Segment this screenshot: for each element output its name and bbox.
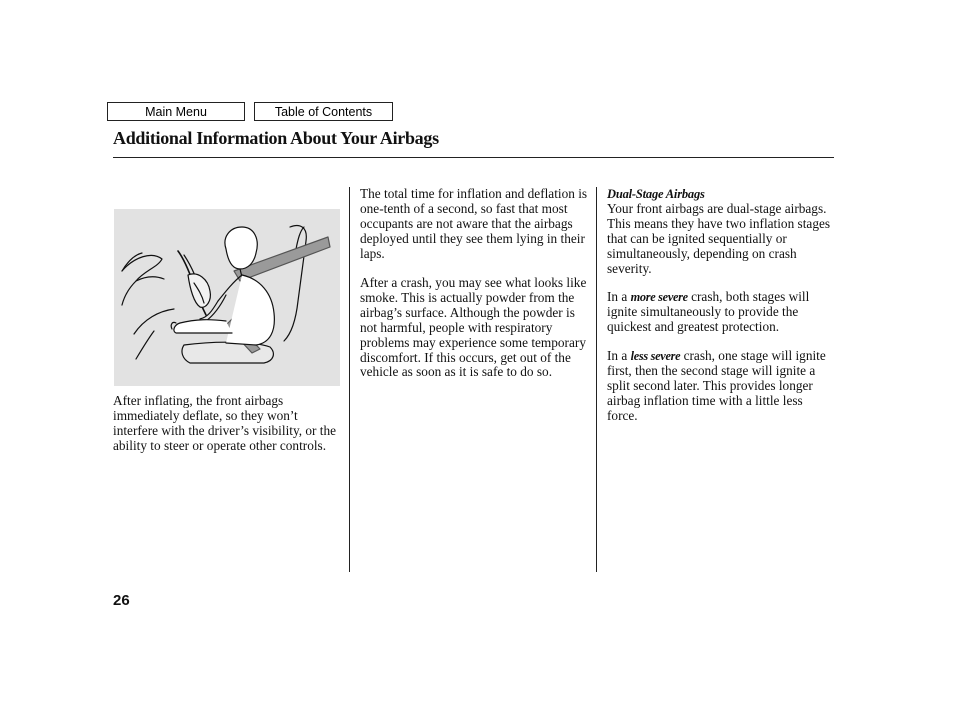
column-divider-left: [349, 187, 350, 572]
airbag-deflated-illustration: [114, 209, 340, 386]
deflation-paragraph: After inflating, the front airbags immediately deflate, so they won’t interfere with the driver’s visibility, or the ability to steer or operate other controls.: [113, 393, 337, 453]
powder-paragraph: After a crash, you may see what looks like smoke. This is actually powder from the airbag’s surface. Although the powder is not harmful, people with respiratory problems may experience some temporary discomfort. If this occurs, get out of the vehicle as soon as it is safe to do so.: [360, 275, 587, 380]
less-severe-paragraph: In a less severe crash, one stage will ignite first, then the second stage will ignite a split second later. This provides longer airbag inflation time with a little less force.: [607, 348, 826, 423]
table-of-contents-button[interactable]: Table of Contents: [254, 102, 393, 121]
dual-stage-heading: Dual-Stage Airbags: [607, 187, 705, 201]
dual-stage-paragraph: Your front airbags are dual-stage airbags. This means they have two inflation stages that can be ignited sequentially or simultaneously, depending on crash severity.: [607, 201, 831, 276]
page-title: Additional Information About Your Airbags: [113, 128, 439, 148]
column-divider-right: [596, 187, 597, 572]
main-menu-button[interactable]: Main Menu: [107, 102, 245, 121]
inflation-time-paragraph: The total time for inflation and deflation is one-tenth of a second, so fast that most occupants are not aware that the airbags deployed until they see them lying in their laps.: [360, 186, 588, 261]
page-number: 26: [113, 592, 130, 609]
more-severe-paragraph: In a more severe crash, both stages will ignite simultaneously to provide the quickest and greatest protection.: [607, 289, 810, 334]
title-divider: [113, 157, 834, 158]
